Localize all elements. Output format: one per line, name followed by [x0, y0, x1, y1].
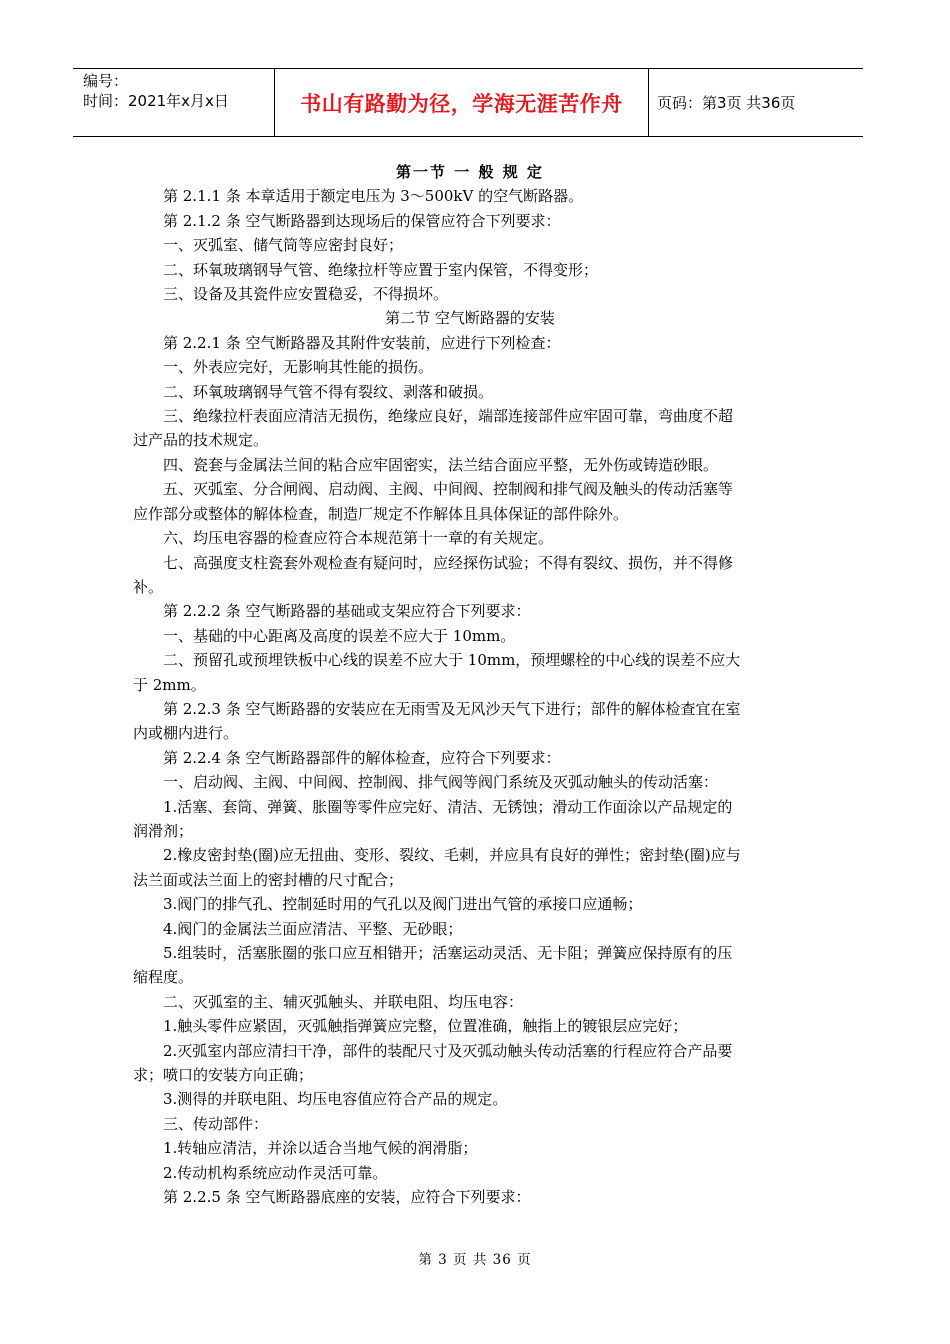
- body-line: 3.测得的并联电阻、均压电容值应符合产品的规定。: [163, 1090, 508, 1109]
- body-line: 一、灭弧室、储气筒等应密封良好；: [163, 236, 404, 255]
- body-line: 法兰面或法兰面上的密封槽的尺寸配合；: [133, 870, 404, 889]
- body-line: 五、灭弧室、分合闸阀、启动阀、主阀、中间阀、控制阀和排气阀及触头的传动活塞等: [163, 480, 734, 499]
- page-footer: 第 3 页 共 36 页: [418, 1252, 532, 1268]
- body-line: 第 2.1.2 条 空气断路器到达现场后的保管应符合下列要求：: [163, 211, 561, 230]
- section-heading: 第二节 空气断路器的安装: [385, 309, 555, 328]
- body-line: 2.橡皮密封垫(圈)应无扭曲、变形、裂纹、毛刺，并应具有良好的弹性；密封垫(圈)应与: [163, 846, 741, 865]
- body-line: 第 2.2.2 条 空气断路器的基础或支架应符合下列要求：: [163, 602, 531, 621]
- body-line: 六、均压电容器的检查应符合本规范第十一章的有关规定。: [163, 529, 554, 548]
- body-line: 1.转轴应清洁，并涂以适合当地气候的润滑脂；: [163, 1139, 478, 1158]
- body-line: 1.触头零件应紧固，灭弧触指弹簧应完整，位置准确，触指上的镀银层应完好；: [163, 1017, 688, 1036]
- document-header: [73, 68, 863, 137]
- body-line: 补。: [133, 577, 164, 596]
- body-line: 七、高强度支柱瓷套外观检查有疑问时，应经探伤试验；不得有裂纹、损伤，并不得修: [163, 553, 734, 572]
- body-line: 第 2.2.5 条 空气断路器底座的安装，应符合下列要求：: [163, 1188, 531, 1207]
- body-line: 1.活塞、套筒、弹簧、胀圈等零件应完好、清洁、无锈蚀；滑动工作面涂以产品规定的: [163, 797, 733, 816]
- body-line: 过产品的技术规定。: [133, 431, 269, 450]
- body-line: 润滑剂；: [133, 821, 194, 840]
- body-line: 2.传动机构系统应动作灵活可靠。: [163, 1163, 388, 1182]
- body-line: 二、灭弧室的主、辅灭弧触头、并联电阻、均压电容：: [163, 992, 524, 1011]
- body-line: 二、预留孔或预埋铁板中心线的误差不应大于 10mm，预埋螺栓的中心线的误差不应大: [163, 651, 741, 670]
- header-page-label: 页码：第3页 共36页: [657, 94, 796, 112]
- body-line: 缩程度。: [133, 968, 194, 987]
- number-label: 编号：: [83, 72, 129, 90]
- body-line: 5.组装时，活塞胀圈的张口应互相错开；活塞运动灵活、无卡阻；弹簧应保持原有的压: [163, 944, 733, 962]
- body-line: 4.阀门的金属法兰面应清洁、平整、无砂眼；: [163, 919, 463, 938]
- body-line: 于 2mm。: [133, 675, 206, 694]
- body-line: 一、外表应完好，无影响其性能的损伤。: [163, 358, 434, 377]
- body-line: 应作部分或整体的解体检查，制造厂规定不作解体且具体保证的部件除外。: [133, 504, 629, 523]
- body-line: 求；喷口的安装方向正确；: [133, 1066, 314, 1085]
- body-line: 第 2.1.1 条 本章适用于额定电压为 3～500kV 的空气断路器。: [163, 187, 584, 206]
- body-line: 三、传动部件：: [163, 1114, 269, 1133]
- body-line: 二、环氧玻璃钢导气管不得有裂纹、剥落和破损。: [163, 382, 494, 401]
- body-line: 第 2.2.4 条 空气断路器部件的解体检查，应符合下列要求：: [163, 748, 561, 767]
- body-line: 三、设备及其瓷件应安置稳妥，不得损坏。: [163, 285, 449, 304]
- header-motto-cell: [275, 69, 649, 136]
- section-heading: 第一节 一 般 规 定: [396, 163, 544, 181]
- body-line: 一、启动阀、主阀、中间阀、控制阀、排气阀等阀门系统及灭弧动触头的传动活塞：: [163, 773, 719, 792]
- body-line: 第 2.2.3 条 空气断路器的安装应在无雨雪及无风沙天气下进行；部件的解体检查宜在室: [163, 699, 741, 718]
- header-motto: 书山有路勤为径，学海无涯苦作舟: [300, 91, 623, 116]
- body-line: 第 2.2.1 条 空气断路器及其附件安装前，应进行下列检查：: [163, 333, 561, 352]
- body-line: 内或棚内进行。: [133, 724, 239, 743]
- body-line: 2.灭弧室内部应清扫干净，部件的装配尺寸及灭弧动触头传动活塞的行程应符合产品要: [163, 1041, 733, 1060]
- body-line: 三、绝缘拉杆表面应清洁无损伤，绝缘应良好，端部连接部件应牢固可靠，弯曲度不超: [163, 407, 734, 426]
- body-line: 二、环氧玻璃钢导气管、绝缘拉杆等应置于室内保管，不得变形；: [163, 260, 599, 279]
- body-line: 一、基础的中心距离及高度的误差不应大于 10mm。: [163, 626, 516, 645]
- body-line: 3.阀门的排气孔、控制延时用的气孔以及阀门进出气管的承接口应通畅；: [163, 895, 643, 914]
- document-body: [133, 160, 807, 1209]
- body-line: 四、瓷套与金属法兰间的粘合应牢固密实，法兰结合面应平整，无外伤或铸造砂眼。: [163, 455, 719, 474]
- header-meta: [73, 69, 275, 136]
- header-page-cell: [649, 69, 863, 136]
- time-label: 时间：2021年x月x日: [83, 92, 229, 110]
